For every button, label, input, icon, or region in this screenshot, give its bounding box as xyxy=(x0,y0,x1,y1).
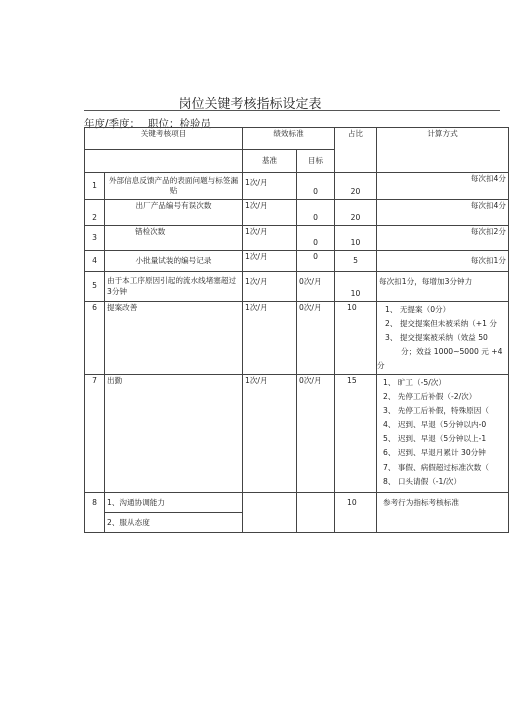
row-target: 0次/月 xyxy=(297,375,335,493)
row-calc-list xyxy=(377,375,509,493)
header-item: 关键考核项目 xyxy=(85,128,243,150)
calc-line: 1、 无提案（0分） xyxy=(385,305,451,314)
table-row xyxy=(85,173,509,200)
row-item: 1、沟通协调能力 xyxy=(105,493,243,513)
table-row xyxy=(85,493,509,513)
row-target: 0 xyxy=(297,226,335,251)
row-base: 1次/月 xyxy=(243,251,297,272)
row-item: 由于本工序原因引起的流水线堵塞超过3分钟 xyxy=(105,272,243,302)
row-ratio: 15 xyxy=(335,375,377,493)
table-row xyxy=(85,200,509,226)
header-row xyxy=(85,128,509,150)
row-calc-list xyxy=(377,302,509,375)
row-item: 外部信息反馈产品的表面问题与标签漏贴 xyxy=(105,173,243,200)
row-ratio: 10 xyxy=(335,302,377,375)
calc-line: 3、 提交提案被采纳（效益 50 xyxy=(385,333,488,343)
header-performance: 绩效标准 xyxy=(243,128,335,150)
row-number: 7 xyxy=(85,375,105,493)
calc-line: 分 xyxy=(377,361,385,371)
row-number: 5 xyxy=(85,272,105,302)
row-number: 6 xyxy=(85,302,105,375)
calc-line: 8、 口头请假（-1/次） xyxy=(383,476,462,486)
row-target: 0次/月 xyxy=(297,272,335,302)
row-ratio: 5 xyxy=(335,251,377,272)
row-base: 1次/月 xyxy=(243,375,297,493)
header-target: 目标 xyxy=(297,150,335,173)
row-calc: 每次扣4分 xyxy=(377,173,509,200)
calc-line: 1、 旷工（-5/次） xyxy=(383,378,446,388)
table-row xyxy=(85,226,509,251)
table-row xyxy=(85,302,509,375)
table-row xyxy=(85,375,509,493)
header-item-spacer xyxy=(85,150,243,173)
calc-line: 2、 提交提案但未被采纳（+1 分 xyxy=(385,319,497,329)
row-base: 1次/月 xyxy=(243,302,297,375)
row-item: 提案改善 xyxy=(105,302,243,375)
row-target: 0次/月 xyxy=(297,302,335,375)
row-item: 错检次数 xyxy=(105,226,243,251)
header-calc: 计算方式 xyxy=(377,128,509,173)
calc-line: 7、 事假、病假超过标准次数（ xyxy=(383,462,489,472)
calc-line: 6、 迟到、早退月累计 30分钟 xyxy=(383,448,486,458)
title-divider xyxy=(84,110,500,111)
row-number: 3 xyxy=(85,226,105,251)
row-number: 4 xyxy=(85,251,105,272)
row-target: 0 xyxy=(297,200,335,226)
year-label: 年度/季度： xyxy=(84,118,141,130)
calc-line: 分；效益 1000~5000 元 +4 xyxy=(401,347,503,357)
row-ratio: 20 xyxy=(335,173,377,200)
row-base: 1次/月 xyxy=(243,173,297,200)
row-number: 1 xyxy=(85,173,105,200)
page-title: 岗位关键考核指标设定表 xyxy=(178,97,322,112)
row-item: 出厂产品编号有误次数 xyxy=(105,200,243,226)
table-row xyxy=(85,251,509,272)
table-row xyxy=(85,272,509,302)
row-calc: 每次扣1分，每增加3分钟力 xyxy=(377,272,509,302)
row-ratio: 10 xyxy=(335,226,377,251)
row-target xyxy=(297,493,335,533)
header-base: 基准 xyxy=(243,150,297,173)
position-label: 职位：检验员 xyxy=(148,118,212,130)
header-ratio: 占比 xyxy=(335,128,377,173)
calc-line: 3、 先停工后补假，特殊原因（ xyxy=(383,406,489,416)
calc-line: 2、 先停工后补假（-2/次） xyxy=(383,392,477,402)
row-number: 2 xyxy=(85,200,105,226)
row-base xyxy=(243,493,297,533)
row-calc: 参考行为指标考核标准 xyxy=(377,493,509,533)
row-target: 0 xyxy=(297,251,335,272)
row-base: 1次/月 xyxy=(243,226,297,251)
calc-line: 4、 迟到、早退（5分钟以内-0 xyxy=(383,420,487,430)
row-target: 0 xyxy=(297,173,335,200)
row-base: 1次/月 xyxy=(243,272,297,302)
row-ratio: 10 xyxy=(335,493,377,533)
row-item: 出勤 xyxy=(105,375,243,493)
row-number: 8 xyxy=(85,493,105,533)
row-calc: 每次扣1分 xyxy=(377,251,509,272)
calc-line: 5、 迟到、早退（5分钟以上-1 xyxy=(383,434,487,444)
row-calc: 每次扣2分 xyxy=(377,226,509,251)
row-ratio: 20 xyxy=(335,200,377,226)
kpi-table xyxy=(84,127,509,533)
row-item-secondary: 2、服从态度 xyxy=(105,513,243,533)
row-base: 1次/月 xyxy=(243,200,297,226)
row-calc: 每次扣4分 xyxy=(377,200,509,226)
row-item: 小批量试装的编号记录 xyxy=(105,251,243,272)
row-ratio: 10 xyxy=(335,272,377,302)
